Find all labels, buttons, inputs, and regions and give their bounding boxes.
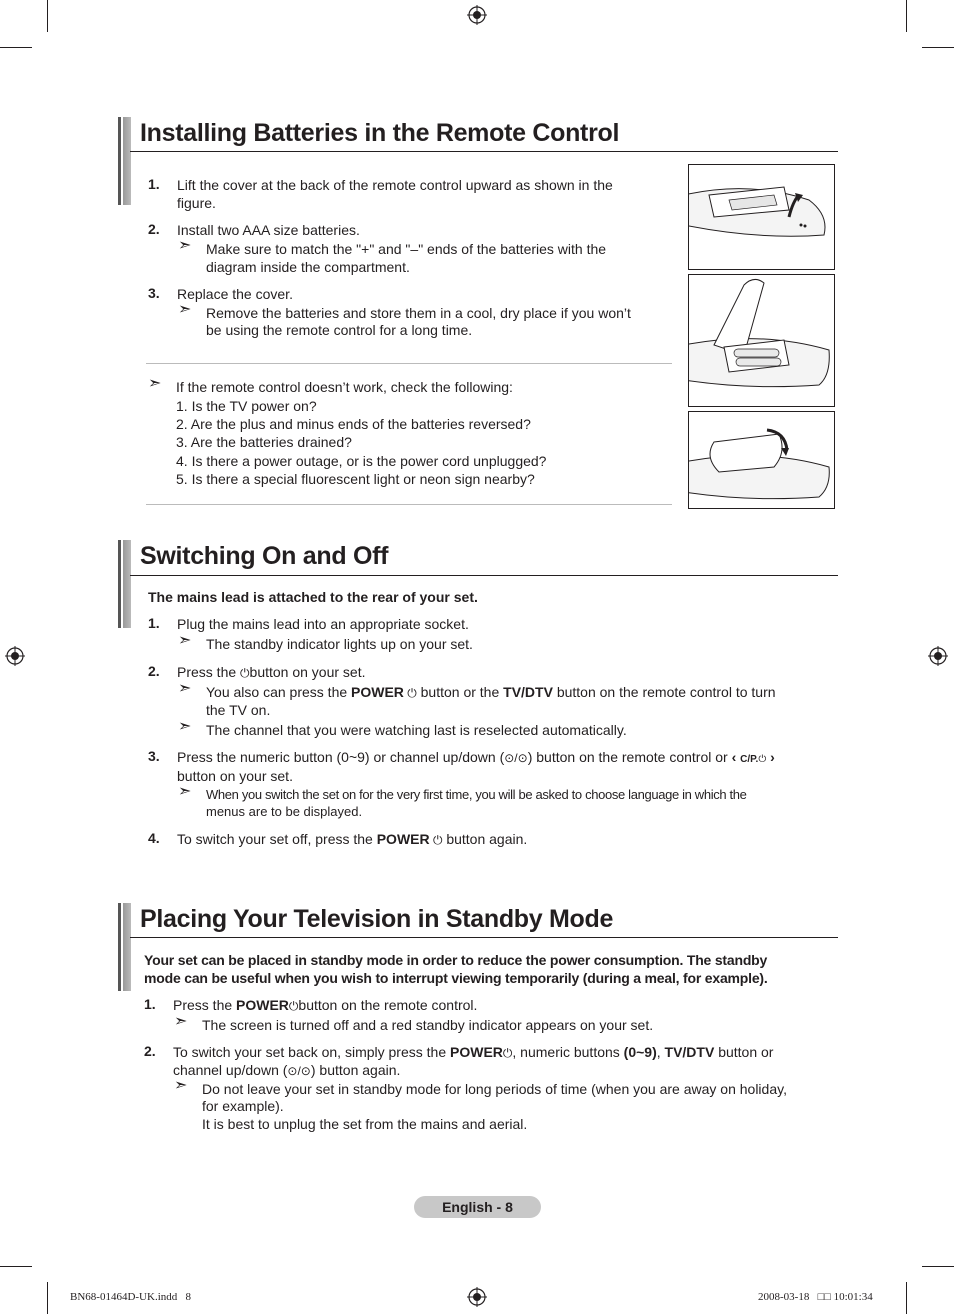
step-text-part: ,: [656, 1044, 665, 1060]
note-text: The screen is turned off and a red standby indicator appears on your set.: [202, 1017, 654, 1033]
note-part: button on the remote control to turn: [552, 684, 776, 700]
page-number: English - 8: [414, 1196, 541, 1218]
note-text: The standby indicator lights up on your set.: [206, 636, 473, 652]
crop-mark: [922, 47, 954, 48]
step-text: [177, 663, 366, 682]
crop-mark: [0, 47, 32, 48]
note-text: It is best to unplug the set from the mains and aerial.: [202, 1116, 528, 1132]
step-number: 1.: [148, 176, 160, 192]
step-text: [173, 996, 477, 1015]
step-text-part: , numeric buttons: [512, 1044, 624, 1060]
power-icon: ⏻: [429, 833, 443, 847]
chevron-left-icon: ‹: [731, 749, 741, 765]
arrow-note-icon: ➣: [178, 237, 192, 254]
check-intro: If the remote control doesn’t work, check the following:: [176, 379, 513, 395]
step-text-part: To switch your set off, press the: [177, 831, 377, 847]
tv-dtv-label: TV/DTV: [664, 1044, 715, 1060]
note-text: [206, 683, 826, 702]
chevron-right-icon: ›: [766, 749, 775, 765]
step-number: 4.: [148, 830, 160, 846]
power-icon: ⏻: [403, 686, 417, 700]
section-intro: The mains lead is attached to the rear of your set.: [148, 589, 478, 605]
section-title-batteries: Installing Batteries in the Remote Control: [140, 119, 620, 147]
channel-updown-icon: ⊙/⊙: [504, 751, 528, 765]
check-item: 3. Are the batteries drained?: [176, 434, 352, 450]
step-text-part: channel up/down (: [173, 1062, 288, 1078]
step-text-part: ) button again.: [310, 1062, 401, 1078]
arrow-note-icon: ➣: [178, 632, 192, 649]
section-intro: Your set can be placed in standby mode in order to reduce the power consumption. The standby: [144, 952, 768, 968]
arrow-note-icon: ➣: [148, 375, 162, 392]
check-item: 4. Is there a power outage, or is the power cord unplugged?: [176, 453, 547, 469]
crop-mark: [922, 1266, 954, 1267]
check-item: 1. Is the TV power on?: [176, 398, 317, 414]
remote-battery-illustration: [688, 274, 835, 407]
step-text: [173, 1043, 773, 1062]
remote-cover-open-illustration: [688, 164, 835, 270]
note-text: menus are to be displayed.: [206, 804, 363, 819]
step-number: 2.: [148, 663, 160, 679]
arrow-note-icon: ➣: [178, 680, 192, 697]
step-text: [173, 1061, 400, 1080]
arrow-note-icon: ➣: [178, 783, 192, 800]
power-label: POWER: [376, 831, 430, 847]
note-text: the TV on.: [206, 702, 271, 718]
note-text: be using the remote control for a long time.: [206, 322, 473, 338]
note-text: The channel that you were watching last is reselected automatically.: [206, 722, 627, 738]
step-text: [177, 830, 527, 849]
cp-label: C/P.: [740, 754, 759, 765]
step-number: 3.: [148, 748, 160, 764]
note-text: diagram inside the compartment.: [206, 259, 410, 275]
section-bar: [118, 903, 131, 991]
check-item: 5. Is there a special fluorescent light or neon sign nearby?: [176, 471, 535, 487]
note-text: When you switch the set on for the very first time, you will be asked to choose language in which the: [206, 787, 747, 802]
step-number: 2.: [144, 1043, 156, 1059]
footer-date: 2008-03-18 □□ 10:01:34: [758, 1291, 873, 1303]
section-rule: [130, 937, 838, 938]
section-title-switching: Switching On and Off: [140, 542, 389, 570]
registration-mark-icon: [467, 1287, 487, 1307]
note-part: You also can press the: [206, 684, 352, 700]
power-label: POWER: [450, 1044, 503, 1060]
registration-mark-icon: [928, 646, 948, 666]
power-icon: ⏻: [288, 999, 299, 1013]
step-number: 1.: [144, 996, 156, 1012]
remote-cover-close-illustration: [688, 411, 835, 509]
section-intro: mode can be useful when you wish to interrupt viewing temporarily (during a meal, for example).: [144, 970, 768, 986]
power-icon: ⏻: [240, 666, 250, 680]
registration-mark-icon: [467, 5, 487, 25]
step-text: Replace the cover.: [177, 286, 293, 302]
numeric-label: (0~9): [623, 1044, 657, 1060]
power-label: POWER: [236, 997, 289, 1013]
power-label: POWER: [351, 684, 404, 700]
step-text: Install two AAA size batteries.: [177, 222, 360, 238]
registration-mark-icon: [5, 646, 25, 666]
step-text: figure.: [177, 195, 216, 211]
step-number: 3.: [148, 285, 160, 301]
crop-mark: [906, 1282, 907, 1314]
section-title-standby: Placing Your Television in Standby Mode: [140, 905, 614, 933]
divider: [146, 504, 672, 505]
arrow-note-icon: ➣: [178, 301, 192, 318]
power-icon: ⏻: [502, 1046, 513, 1060]
note-text: Remove the batteries and store them in a cool, dry place if you won’t: [206, 305, 631, 321]
section-rule: [130, 575, 838, 576]
note-text: Do not leave your set in standby mode for long periods of time (when you are away on holiday,: [202, 1081, 787, 1097]
step-text: [177, 748, 775, 769]
arrow-note-icon: ➣: [174, 1013, 188, 1030]
divider: [146, 363, 672, 364]
step-text-part: button again.: [442, 831, 528, 847]
crop-mark: [47, 0, 48, 32]
power-icon: ⏻: [758, 754, 767, 765]
footer-file: BN68-01464D-UK.indd 8: [70, 1291, 191, 1303]
section-bar: [118, 540, 131, 628]
crop-mark: [0, 1266, 32, 1267]
tv-dtv-label: TV/DTV: [503, 684, 553, 700]
step-text-part: To switch your set back on, simply press the: [173, 1044, 450, 1060]
step-text-part: Press the: [177, 664, 241, 680]
step-text-part: Press the numeric button (0~9) or channel up/down (: [177, 749, 505, 765]
channel-updown-icon: ⊙/⊙: [287, 1064, 311, 1078]
step-number: 2.: [148, 221, 160, 237]
step-text-part: ) button on the remote control or: [527, 749, 732, 765]
section-bar: [118, 117, 131, 205]
arrow-note-icon: ➣: [174, 1077, 188, 1094]
check-item: 2. Are the plus and minus ends of the batteries reversed?: [176, 416, 531, 432]
step-text: Lift the cover at the back of the remote control upward as shown in the: [177, 177, 613, 193]
crop-mark: [906, 0, 907, 32]
step-text: button on your set.: [177, 768, 293, 784]
step-number: 1.: [148, 615, 160, 631]
crop-mark: [47, 1282, 48, 1314]
section-rule: [130, 151, 838, 152]
note-part: button or the: [416, 684, 504, 700]
step-text-part: button or: [714, 1044, 774, 1060]
step-text-part: Press the: [173, 997, 237, 1013]
arrow-note-icon: ➣: [178, 718, 192, 735]
step-text-part: button on the remote control.: [298, 997, 478, 1013]
note-text: Make sure to match the "+" and "–" ends of the batteries with the: [206, 241, 607, 257]
note-text: for example).: [202, 1098, 284, 1114]
step-text: Plug the mains lead into an appropriate socket.: [177, 616, 469, 632]
step-text-part: button on your set.: [249, 664, 366, 680]
